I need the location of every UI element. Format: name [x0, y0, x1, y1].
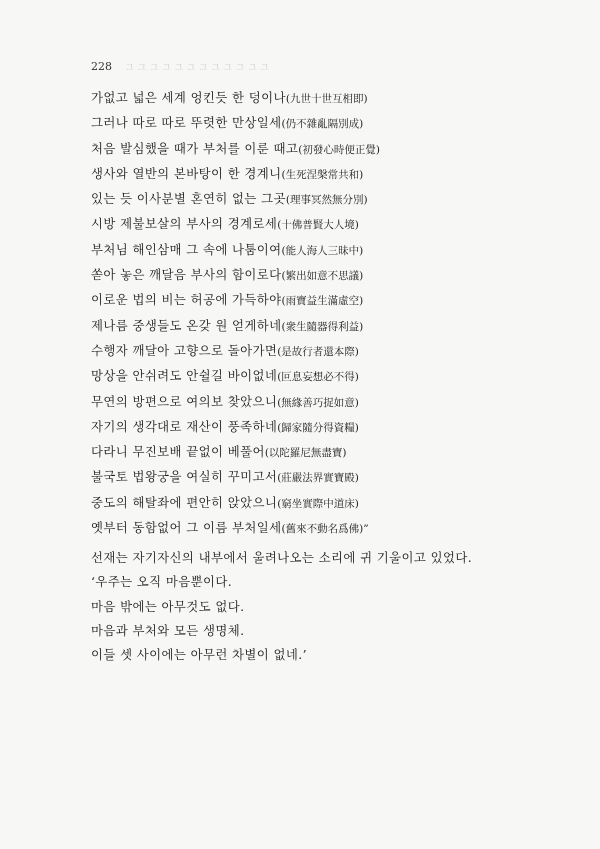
- page-header: [91, 60, 270, 73]
- poem-line-hanja: (十佛普賢大人境): [277, 219, 359, 232]
- poem-line-hanja: (叵息妄想必不得): [277, 371, 359, 384]
- poem-line: [91, 162, 491, 187]
- poem-line-text: 처음 발심했을 때가 부처를 이룬 때고: [91, 140, 299, 156]
- poem-line-text: 옛부터 동함없어 그 이름 부처일세: [91, 520, 282, 536]
- poem-line-text: 자기의 생각대로 재산이 풍족하네: [91, 418, 278, 434]
- poem-line-hanja: (雨寶益生滿虛空): [281, 295, 364, 308]
- poem-line: [91, 415, 491, 440]
- narrative-paragraph: [91, 546, 511, 570]
- poem-line-text: 제나름 중생들도 온갖 원 얻게하네: [91, 317, 282, 333]
- poem-line-hanja: (窮坐實際中道床): [277, 497, 359, 510]
- poem-line-text: 중도의 해탈좌에 편안히 앉았으니: [91, 494, 278, 510]
- poem-line: [91, 465, 491, 490]
- poem-line-text: 생사와 열반의 본바탕이 한 경계니: [91, 165, 282, 181]
- poem-line: [91, 390, 491, 415]
- poem-line: [91, 314, 491, 339]
- poem-line-hanja: (衆生隨器得利益): [281, 320, 364, 333]
- quote-line: 마음 밖에는 아무것도 없다.: [91, 598, 245, 614]
- poem-line-text: 다라니 무진보배 끝없이 베풀어: [91, 444, 265, 460]
- poem-line: [91, 263, 491, 288]
- poem-line-hanja: (繁出如意不思議): [281, 270, 364, 283]
- poem-line-hanja: (初發心時便正覺): [298, 143, 380, 156]
- poem-line-hanja: (莊嚴法界實寶殿): [277, 472, 359, 485]
- poem-line-text: 시방 제불보살의 부사의 경계로세: [91, 216, 278, 232]
- poem-line-text: 무연의 방편으로 여의보 찾았으니: [91, 393, 278, 409]
- poem-line: [91, 86, 491, 111]
- poem-line-text: 망상을 안쉬려도 안쉴길 바이없네: [91, 368, 278, 384]
- poem-line-text: 수행자 깨달아 고향으로 돌아가면: [91, 342, 278, 358]
- poem-line-hanja: (舊來不動名爲佛)”: [281, 523, 369, 536]
- poem-line: [91, 364, 491, 389]
- poem-line: [91, 187, 491, 212]
- poem-line: [91, 212, 491, 237]
- poem-line: [91, 137, 491, 162]
- poem-line-text: 이로운 법의 비는 허공에 가득하야: [91, 292, 282, 308]
- poem-line: [91, 288, 491, 313]
- poem-line: [91, 111, 491, 136]
- poem-line-text: 부처님 해인삼매 그 속에 나툼이여: [91, 241, 282, 257]
- poem-line: [91, 339, 491, 364]
- poem-line-hanja: (九世十世互相即): [285, 93, 368, 105]
- poem-line-text: 있는 듯 이사분별 혼연히 없는 그곳: [91, 191, 286, 207]
- poem-line-text: 가없고 넓은 세계 엉킨듯 한 덩이나: [91, 90, 286, 105]
- poem-line-hanja: (理事冥然無分別): [285, 194, 368, 207]
- poem-line-hanja: (以陀羅尼無盡寶): [264, 447, 347, 460]
- quote-line: 마음과 부처와 모든 생명체.: [91, 622, 245, 638]
- prose-block: [91, 546, 511, 667]
- poem-line: [91, 440, 491, 465]
- poem-line-hanja: (是故行者還本際): [277, 345, 359, 358]
- quote-line: 이들 셋 사이에는 아무런 차별이 없네.’: [91, 647, 307, 663]
- poem-line-text: 쏟아 놓은 깨달음 부사의 함이로다: [91, 267, 282, 283]
- poem-line-hanja: (歸家隨分得資糧): [277, 421, 359, 434]
- poem-line-hanja: (生死涅槃常共和): [281, 168, 364, 181]
- poem-line: [91, 491, 491, 516]
- poem-line-text: 그러나 따로 따로 뚜렷한 만상일세: [91, 115, 282, 131]
- running-title: 그 그 그 그 그 그 그 그 그 그 그 그: [126, 63, 270, 72]
- page-number: 228: [91, 60, 112, 73]
- poem-line-hanja: (無緣善巧捉如意): [277, 396, 359, 409]
- poem-line: [91, 238, 491, 263]
- poem-line-text: 불국토 법왕궁을 여실히 꾸미고서: [91, 469, 278, 485]
- quote-block: [91, 570, 511, 667]
- poem-block: [91, 86, 491, 541]
- quote-line: ‘우주는 오직 마음뿐이다.: [91, 574, 233, 590]
- poem-line: [91, 516, 491, 541]
- poem-line-hanja: (能人海人三昧中): [281, 244, 364, 257]
- paragraph-text: 선재는 자기자신의 내부에서 울려나오는 소리에 귀 기울이고 있었다.: [91, 550, 473, 565]
- poem-line-hanja: (仍不雜亂隔別成): [281, 118, 364, 131]
